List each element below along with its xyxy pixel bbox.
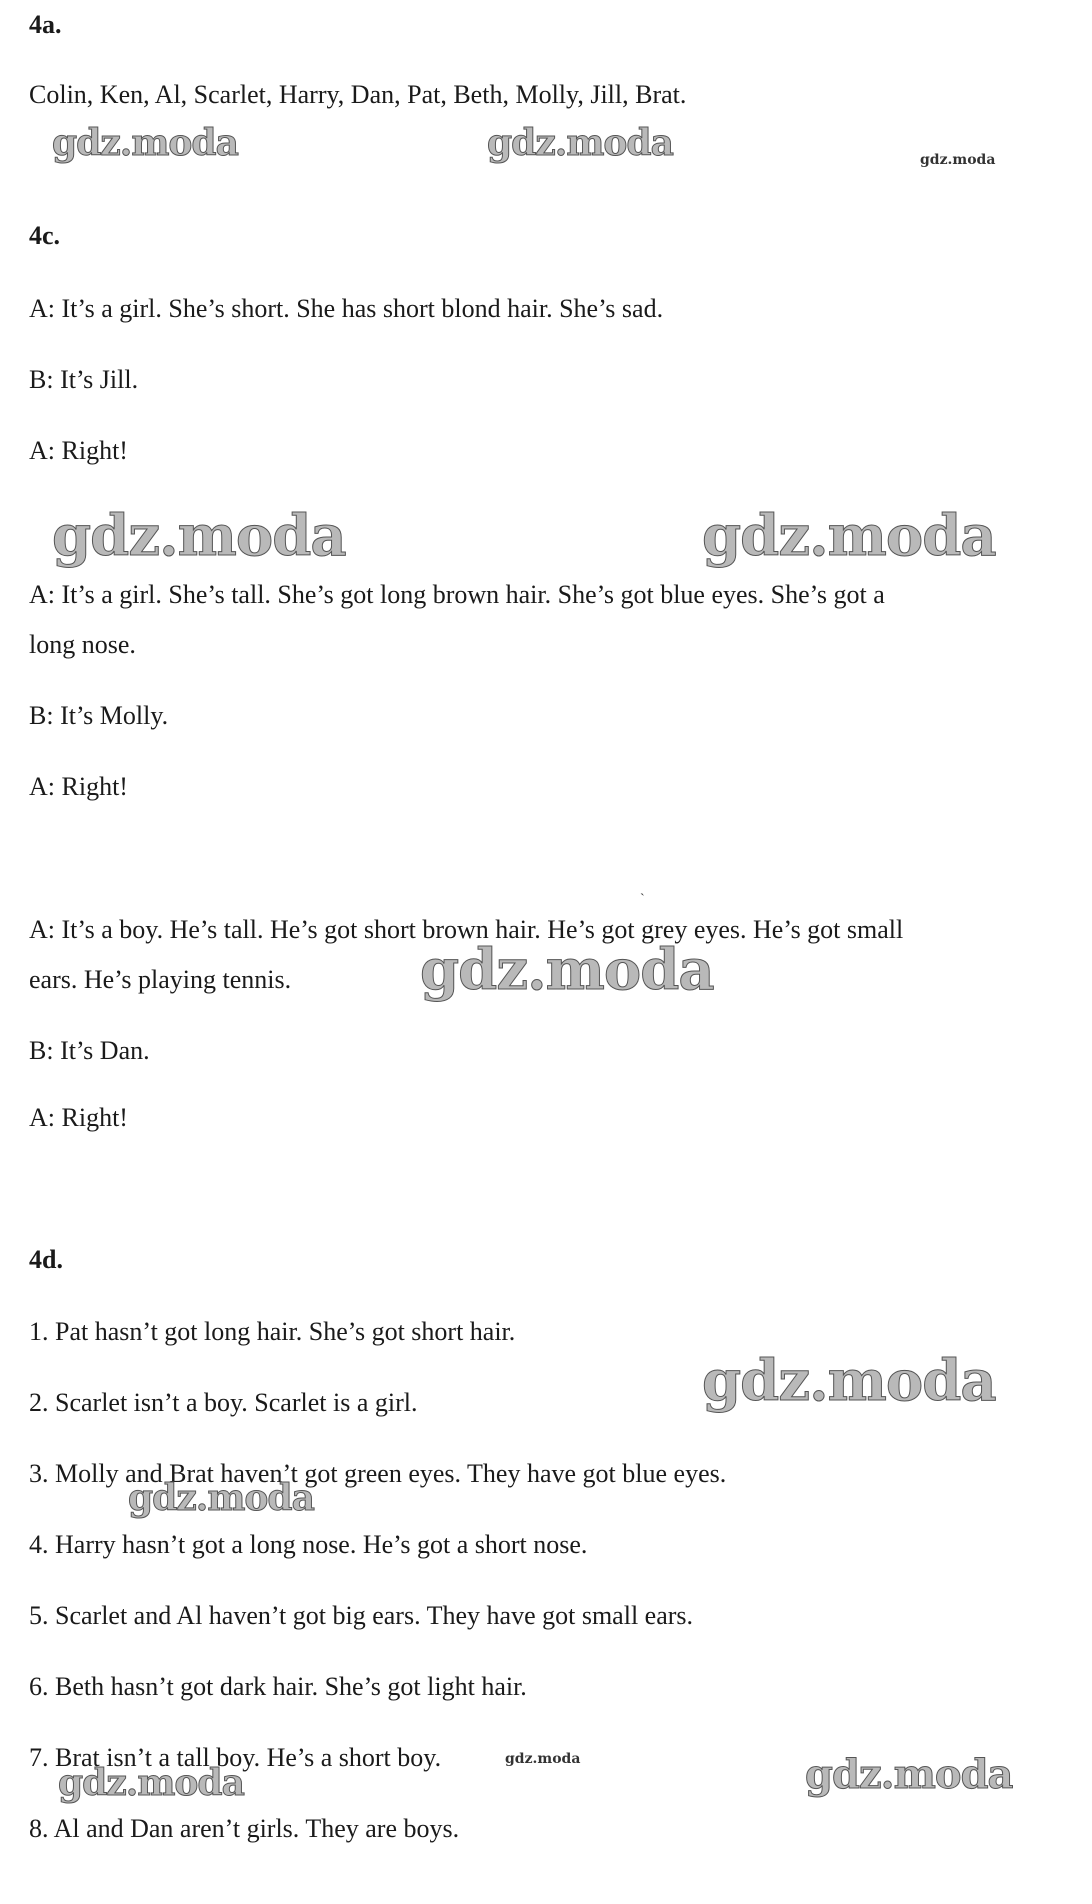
section-4d-heading: 4d. [29, 1245, 63, 1274]
section-4a-names: Colin, Ken, Al, Scarlet, Harry, Dan, Pat, Beth, Molly, Jill, Brat. [29, 80, 687, 109]
list-item-4: 4. Harry hasn’t got a long nose. He’s got a short nose. [29, 1530, 588, 1559]
watermark: gdz.moda [420, 937, 714, 1003]
stray-mark: ` [640, 892, 645, 907]
section-4c-heading: 4c. [29, 221, 61, 250]
dialogue3-a2-line: A: Right! [29, 1103, 128, 1132]
list-item-5: 5. Scarlet and Al haven’t got big ears. They have got small ears. [29, 1601, 694, 1630]
dialogue2-a-line2: long nose. [29, 630, 136, 659]
dialogue2-b-line: B: It’s Molly. [29, 701, 169, 730]
list-item-1: 1. Pat hasn’t got long hair. She’s got short hair. [29, 1317, 516, 1346]
watermark: gdz.moda [805, 1751, 1013, 1798]
dialogue1-a2-line: A: Right! [29, 436, 128, 465]
dialogue3-a-line1: A: It’s a boy. He’s tall. He’s got short brown hair. He’s got grey eyes. He’s got small [29, 915, 904, 944]
dialogue1-b-line: B: It’s Jill. [29, 365, 139, 394]
watermark: gdz.moda [505, 1751, 581, 1767]
list-item-6: 6. Beth hasn’t got dark hair. She’s got light hair. [29, 1672, 527, 1701]
watermark: gdz.moda [128, 1477, 314, 1519]
watermark: gdz.moda [487, 122, 673, 164]
watermark: gdz.moda [702, 503, 996, 569]
dialogue3-b-line: B: It’s Dan. [29, 1036, 150, 1065]
list-item-2: 2. Scarlet isn’t a boy. Scarlet is a girl. [29, 1388, 418, 1417]
section-4a-heading: 4a. [29, 10, 62, 39]
list-item-8: 8. Al and Dan aren’t girls. They are boys. [29, 1814, 460, 1843]
dialogue2-a2-line: A: Right! [29, 772, 128, 801]
watermark: gdz.moda [58, 1762, 244, 1804]
watermark: gdz.moda [52, 122, 238, 164]
watermark: gdz.moda [702, 1348, 996, 1414]
list-item-7: 7. Brat isn’t a tall boy. He’s a short boy. [29, 1743, 442, 1772]
dialogue2-a-line1: A: It’s a girl. She’s tall. She’s got long brown hair. She’s got blue eyes. She’s got a [29, 580, 885, 609]
dialogue1-a-line: A: It’s a girl. She’s short. She has short blond hair. She’s sad. [29, 294, 664, 323]
watermark: gdz.moda [920, 152, 996, 168]
dialogue3-a-line2: ears. He’s playing tennis. [29, 965, 292, 994]
watermark: gdz.moda [52, 503, 346, 569]
list-item-3: 3. Molly and Brat haven’t got green eyes. They have got blue eyes. [29, 1459, 727, 1488]
